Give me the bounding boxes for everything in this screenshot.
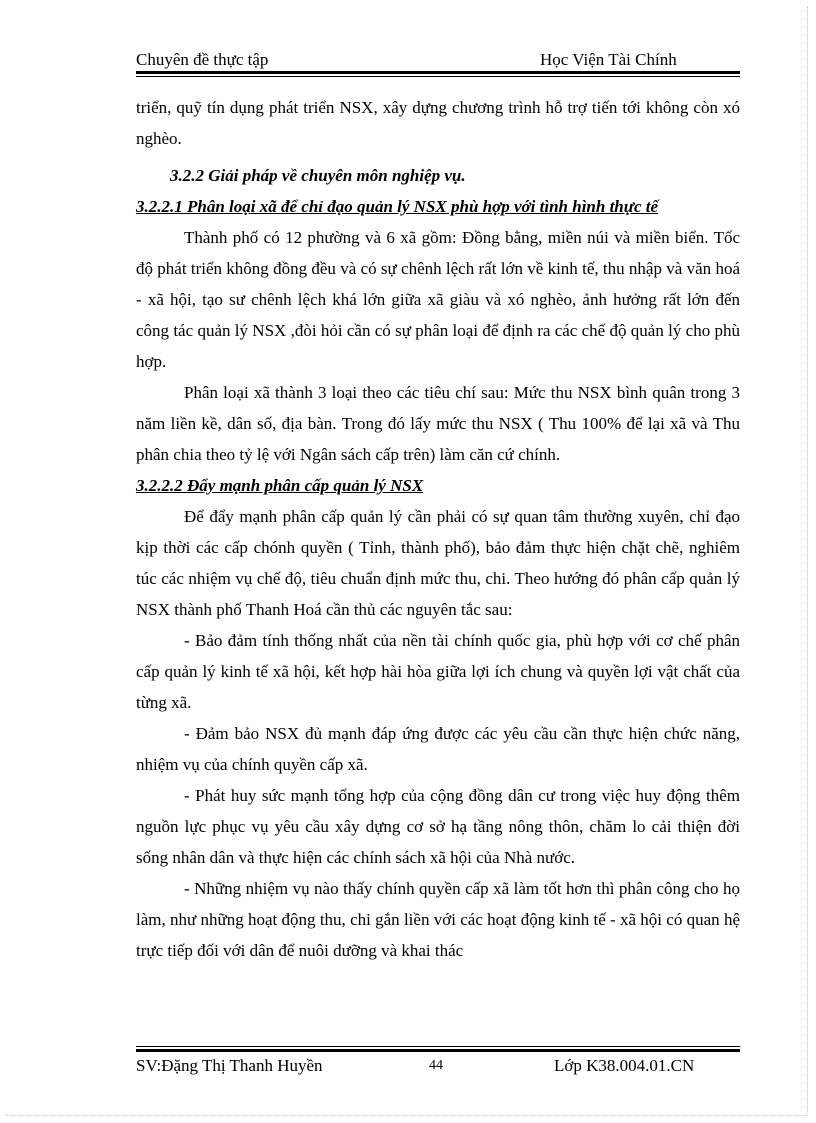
header-rule-thin — [136, 76, 740, 77]
page-footer — [136, 1056, 740, 1078]
subsection-title: 3.2.2 Giải pháp về chuyên môn nghiệp vụ. — [170, 166, 466, 185]
header-rule-thick — [136, 71, 740, 74]
footer-rule-thick — [136, 1049, 740, 1052]
paragraph: Thành phố có 12 phường và 6 xã gồm: Đồng bằng, miền núi và miền biển. Tốc độ phát triển không đồng đều và có sự chênh lệch rất lớn về kinh tế, thu nhập và văn hoá - xã hội, tạo sư chênh lệch khá lớn giữa xã giàu và xó nghèo, ảnh hưởng rất lớn đến công tác quản lý NSX ,đòi hỏi cần có sự phân loại để định ra các chế độ quản lý cho phù hợp. — [136, 228, 740, 371]
bullet-item: - Những nhiệm vụ nào thấy chính quyền cấp xã làm tốt hơn thì phân công cho họ làm, như những hoạt động thu, chi gắn liền với các hoạt động kinh tế - xã hội có quan hệ trực tiếp đối với dân để nuôi dưỡng và khai thác — [136, 879, 740, 960]
header-institution: Học Viện Tài Chính — [540, 50, 677, 69]
bullet-item: - Đảm bảo NSX đủ mạnh đáp ứng được các yêu cầu cần thực hiện chức năng, nhiệm vụ của chính quyền cấp xã. — [136, 724, 740, 774]
footer-author: SV:Đặng Thị Thanh Huyền — [136, 1056, 323, 1075]
section-title-2: 3.2.2.2 Đẩy mạnh phân cấp quản lý NSX — [136, 476, 424, 495]
intro-paragraph: triển, quỹ tín dụng phát triển NSX, xây dựng chương trình hỗ trợ tiến tới không còn xó nghèo. — [136, 98, 740, 148]
bullet-item: - Phát huy sức mạnh tổng hợp của cộng đồng dân cư trong việc huy động thêm nguồn lực phục vụ yêu cầu xây dựng cơ sở hạ tầng nông thôn, chăm lo cải thiện đời sống nhân dân và thực hiện các chính sách xã hội của Nhà nước. — [136, 786, 740, 867]
section-title-1: 3.2.2.1 Phân loại xã để chỉ đạo quản lý NSX phù hợp với tình hình thực tế — [136, 197, 659, 216]
bullet-item: - Bảo đảm tính thống nhất của nền tài chính quốc gia, phù hợp với cơ chế phân cấp quản lý kinh tế xã hội, kết hợp hài hòa giữa lợi ích chung và quyền lợi vật chất của từng xã. — [136, 631, 740, 712]
page-number: 44 — [429, 1058, 443, 1073]
header-title: Chuyên đề thực tập — [136, 50, 269, 69]
page-body — [136, 92, 740, 966]
footer-rule-thin — [136, 1046, 740, 1047]
paragraph: Để đẩy mạnh phân cấp quản lý cần phải có sự quan tâm thường xuyên, chỉ đạo kịp thời các cấp chónh quyền ( Tỉnh, thành phố), bảo đảm thực hiện chặt chẽ, nghiêm túc các nhiệm vụ chế độ, tiêu chuẩn định mức thu, chi. Theo hướng đó phân cấp quản lý NSX thành phố Thanh Hoá cần thủ các nguyên tắc sau: — [136, 507, 740, 619]
paragraph: Phân loại xã thành 3 loại theo các tiêu chí sau: Mức thu NSX bình quân trong 3 năm liền kề, dân số, địa bàn. Trong đó lấy mức thu NSX ( Thu 100% để lại xã và Thu phân chia theo tỷ lệ với Ngân sách cấp trên) làm căn cứ chính. — [136, 383, 740, 464]
page-header — [136, 50, 740, 72]
footer-class-code: Lớp K38.004.01.CN — [554, 1056, 695, 1075]
